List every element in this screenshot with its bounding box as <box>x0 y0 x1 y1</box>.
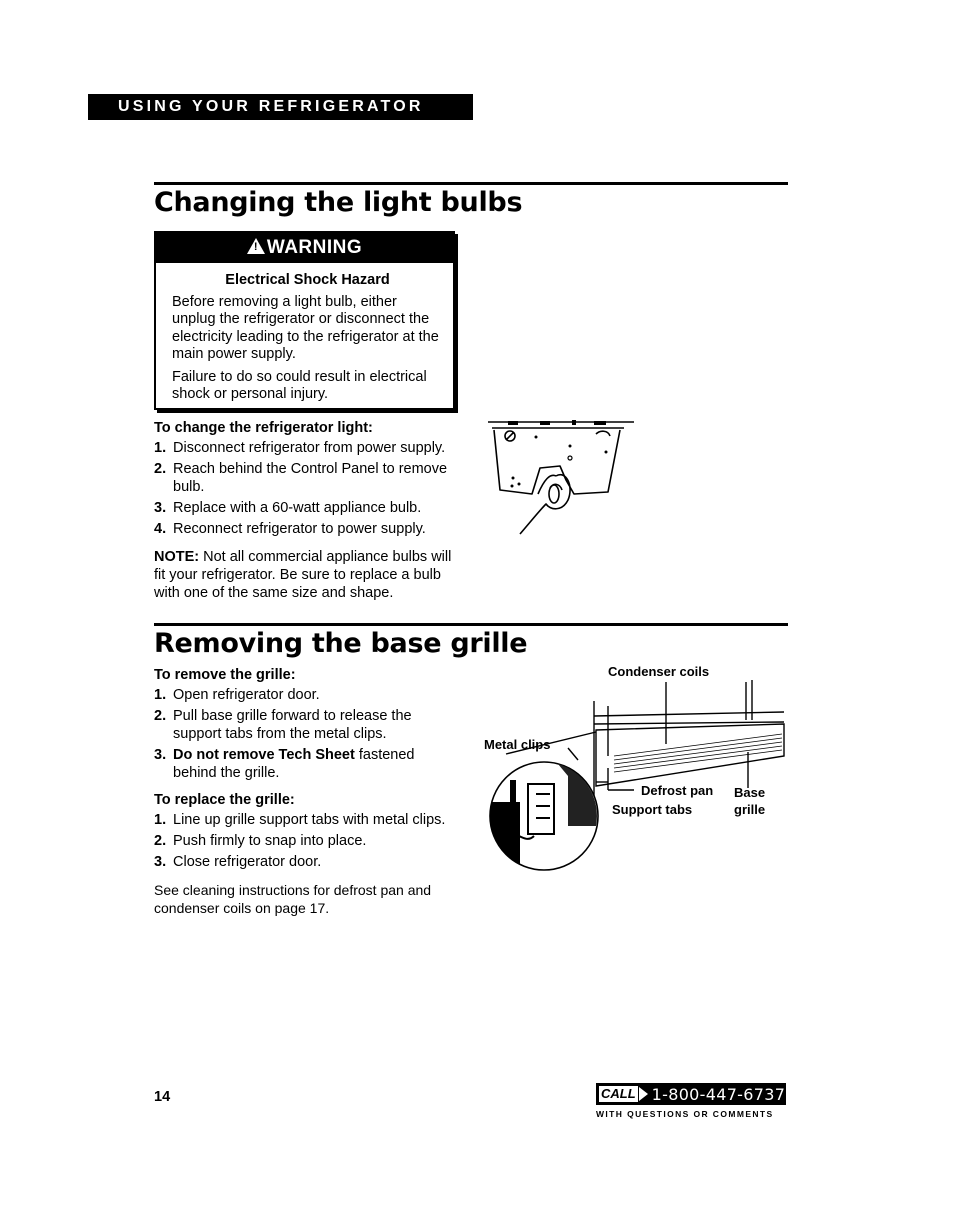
list-item: 4. Reconnect refrigerator to power supply. <box>154 521 426 537</box>
list-item: 2. Pull base grille forward to release the support tabs from the metal clips. <box>154 708 412 742</box>
list-item: 1. Line up grille support tabs with metal clips. <box>154 812 446 828</box>
list-item: 2. Push firmly to snap into place. <box>154 833 367 849</box>
call-box <box>596 1083 786 1119</box>
call-subtext: WITH QUESTIONS OR COMMENTS <box>596 1109 774 1119</box>
grille-section-title: Removing the base grille <box>154 628 528 659</box>
light-section-title: Changing the light bulbs <box>154 187 523 218</box>
arrow-right-icon <box>639 1087 648 1101</box>
label-base-1: Base <box>734 785 766 800</box>
label-metal-clips: Metal clips <box>484 737 551 752</box>
base-grille-illustration <box>484 676 786 876</box>
warning-para-1: Before removing a light bulb, either unplug the refrigerator or disconnect the electricity leading to the refrigerator at the main power supply. <box>172 293 439 362</box>
grille-steps <box>154 666 454 917</box>
warning-box <box>154 231 455 410</box>
label-defrost-pan: Defrost pan <box>641 783 714 798</box>
section-rule-1 <box>154 182 788 185</box>
section-tab: USING YOUR REFRIGERATOR <box>88 94 473 120</box>
list-item: 2. Reach behind the Control Panel to remove bulb. <box>154 461 448 495</box>
list-item: 3. Do not remove Tech Sheet fastened behind the grille. <box>154 747 415 781</box>
grille-see-text: See cleaning instructions for defrost pan and condenser coils on page 17. <box>154 882 432 916</box>
light-steps <box>154 419 454 602</box>
grille-remove-heading: To remove the grille: <box>154 667 296 683</box>
light-steps-heading: To change the refrigerator light: <box>154 420 373 436</box>
section-rule-2 <box>154 623 788 626</box>
page-number: 14 <box>154 1089 171 1105</box>
label-support-tabs: Support tabs <box>612 802 693 817</box>
warning-hazard: Electrical Shock Hazard <box>225 272 390 288</box>
phone-number: 1-800-447-6737 <box>651 1084 786 1104</box>
list-item: 3. Replace with a 60-watt appliance bulb. <box>154 500 422 516</box>
call-word: CALL <box>598 1085 639 1103</box>
call-badge <box>596 1083 786 1105</box>
light-bulb-illustration <box>484 418 636 543</box>
warning-para-2: Failure to do so could result in electrical shock or personal injury. <box>172 368 427 402</box>
warning-label: WARNING <box>266 237 363 258</box>
list-item: 1. Open refrigerator door. <box>154 687 320 703</box>
grille-replace-heading: To replace the grille: <box>154 792 295 808</box>
light-note: NOTE: Not all commercial appliance bulbs will fit your refrigerator. Be sure to replace a bulb with one of the same size and shape. <box>154 549 452 601</box>
label-condenser-coils: Condenser coils <box>608 664 710 679</box>
warning-icon: ! <box>247 238 265 254</box>
list-item: 3. Close refrigerator door. <box>154 854 322 870</box>
list-item: 1. Disconnect refrigerator from power supply. <box>154 440 446 456</box>
warning-header <box>156 233 453 263</box>
label-base-2: grille <box>734 802 766 817</box>
